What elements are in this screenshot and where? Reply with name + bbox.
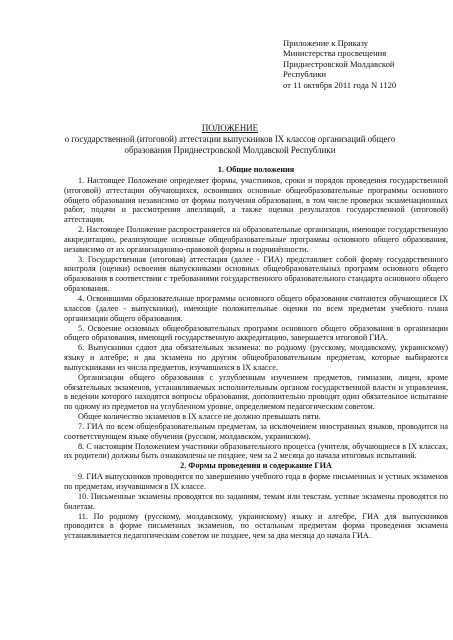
appendix-line: Республики xyxy=(283,69,327,80)
title-subtitle: о государственной (итоговой) аттестации выпускников IX классов организаций общего образования Приднестровской Молдавской Республики xyxy=(64,133,396,155)
section-heading: 2. Формы проведения и содержание ГИА xyxy=(180,461,332,471)
paragraph: 6. Выпускники сдают два обязательных экзамена: по родному (русскому, молдавскому, украинскому) языку и алгебре; и два экзамена по другим общеобразовательным предметам, которые выбираются выпускниками из числа предметов, изучавшихся в IX классе. xyxy=(64,343,448,372)
paragraph: 5. Освоение основных общеобразовательных программ основного общего образования в организации общего образования, имеющей государственную аккредитацию, завершается итоговой ГИА. xyxy=(64,323,448,343)
title-heading: ПОЛОЖЕНИЕ xyxy=(201,123,259,133)
paragraph: 7. ГИА по всем общеобразовательным предметам, за исключением иностранных языков, проводится на соответствующем языке обучения (русском, молдавском, украинском). xyxy=(64,421,448,441)
paragraph: 11. По родному (русскому, молдавскому, украинскому) языку и алгебре, ГИА для выпускников проводится в форме письменных экзаменов, по остальным предметам форма проведения экзамена устанавливается педагогическим советом не позднее, чем за два месяца до начала ГИА. xyxy=(64,511,448,541)
appendix-line: Министерства просвещения xyxy=(283,48,387,59)
appendix-line: Приложение к Приказу xyxy=(283,38,369,48)
paragraph: 9. ГИА выпускников проводится по завершению учебного года в форме письменных и устных экзаменов по предметам, изучавшимся в IX классе. xyxy=(64,472,448,491)
paragraph: 4. Освоившими образовательные программы основного общего образования считаются обучающиеся IX классов (далее - выпускники), имеющие положительные оценки по всем предметам учебного плана организации общего образования. xyxy=(64,293,448,323)
paragraph: 3. Государственная (итоговая) аттестация (далее - ГИА) представляет собой форму государственного контроля (оценки) освоения выпускниками основных общеобразовательных программ основного общего образования в соответствии с требованиями государственного образовательного стандарта основного общего образования. xyxy=(64,254,448,294)
paragraph: 10. Письменные экзамены проводятся по заданиям, темам или текстам, устные экзамены проводятся по билетам. xyxy=(64,491,448,511)
document-title xyxy=(60,123,400,155)
appendix-block xyxy=(283,38,448,90)
appendix-line: от 11 октября 2011 года N 1120 xyxy=(283,79,397,90)
paragraph: Организации общего образования с углубленным изучением предметов, гимназии, лицеи, кроме обязательных экзаменов, устанавливаемых исполнительным органом государственной власти и управления, в ведении которого находятся вопросы образования, дополнительно проводят один обязательное испытание по одному из предметов на углубленном уровне, определяемом педагогическим советом. xyxy=(64,372,448,412)
document-body xyxy=(64,165,448,541)
appendix-line: Приднестровской Молдавской xyxy=(283,58,395,69)
paragraph: 8. С настоящим Положением участники образовательного процесса (учителя, обучающиеся в IX классах, их родители) должны быть ознакомлены не позднее, чем за 2 месяца до начала итоговых испытаний. xyxy=(64,441,448,461)
section-general xyxy=(64,165,448,461)
section-forms xyxy=(64,461,448,541)
section-heading: 1. Общие положения xyxy=(217,165,295,174)
paragraph: 1. Настоящее Положение определяет формы, участников, сроки и порядок проведения государственной (итоговой) аттестации обучающихся, освоивших основные общеобразовательные программы основного общего образования независимо от формы получения образования, в том числе проверки экзаменационных работ, подачи и рассмотрения апелляций, а также оценки результатов государственной (итоговой) аттестации. xyxy=(64,175,448,225)
paragraph: Общее количество экзаменов в IX классе не должно превышать пяти. xyxy=(78,412,321,422)
paragraph: 2. Настоящее Положение распространяется на образовательные организации, имеющие государственную аккредитацию, реализующие основные общеобразовательные программы основного общего образования, независимо от их организационно-правовой формы и подчинённости. xyxy=(64,225,448,254)
